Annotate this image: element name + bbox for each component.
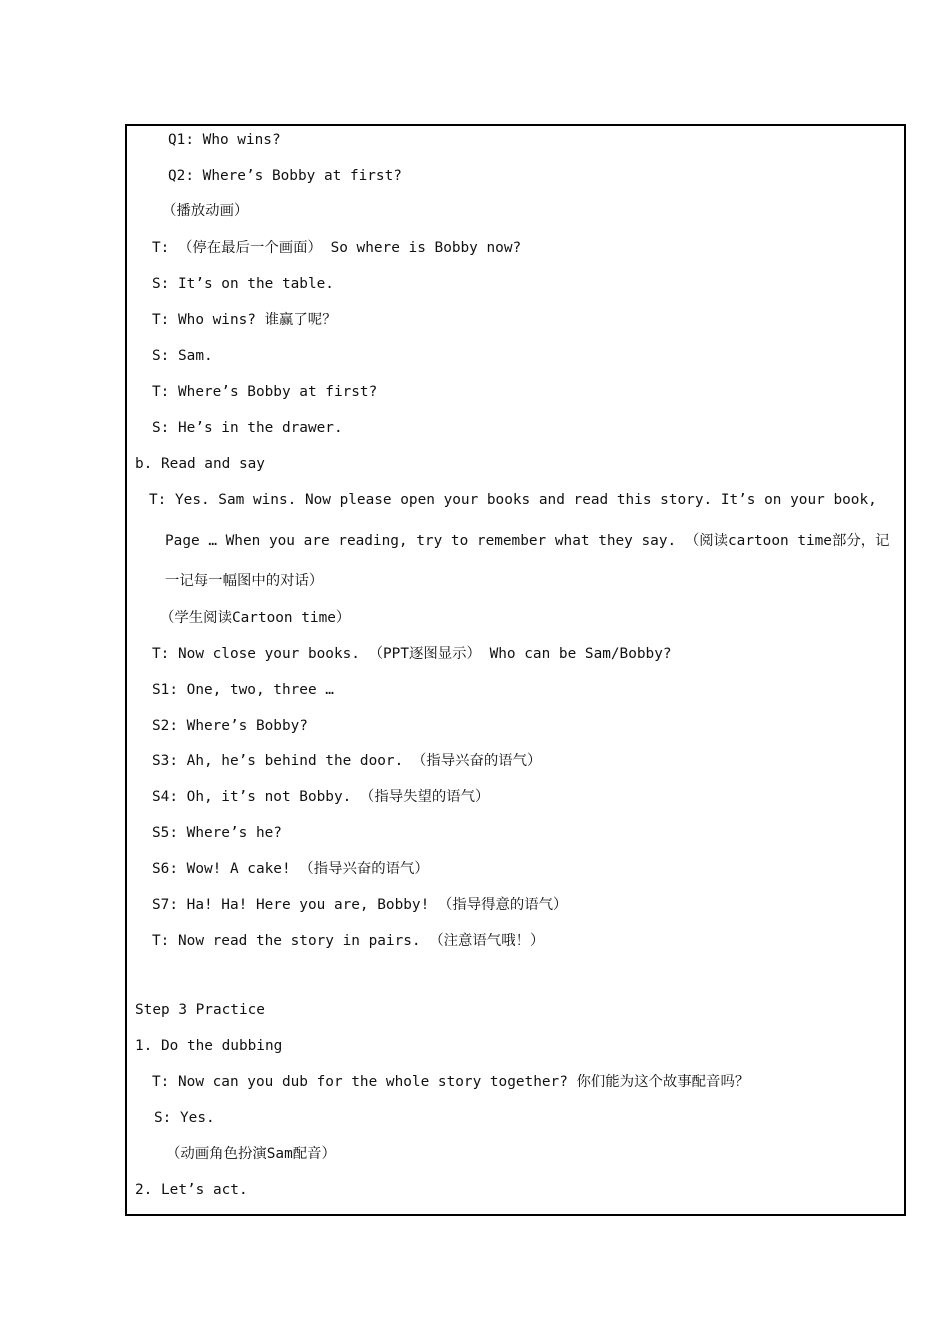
dialogue-line: S3: Ah, he’s behind the door. （指导兴奋的语气） [152,753,542,769]
dialogue-line: T: （停在最后一个画面） So where is Bobby now? [152,240,522,256]
dialogue-line: S1: One, two, three … [152,682,334,698]
dialogue-line: T: Who wins? 谁赢了呢？ [152,312,337,328]
note-dubbing: （动画角色扮演Sam配音） [166,1146,336,1162]
dialogue-line: S2: Where’s Bobby? [152,718,308,734]
section-heading-read-and-say: b. Read and say [135,456,265,472]
sub-heading-act: 2. Let’s act. [135,1182,248,1198]
dialogue-line-continued: Page … When you are reading, try to remember what they say. （阅读cartoon time部分，记 [165,533,890,549]
dialogue-line: S4: Oh, it’s not Bobby. （指导失望的语气） [152,789,490,805]
dialogue-line: T: Where’s Bobby at first? [152,384,378,400]
dialogue-line: T: Now close your books. （PPT逐图显示） Who can be Sam/Bobby? [152,646,672,662]
note-students-read: （学生阅读Cartoon time） [160,610,351,626]
dialogue-line: T: Now read the story in pairs. （注意语气哦！） [152,933,545,949]
dialogue-line: S5: Where’s he? [152,825,282,841]
dialogue-line: S7: Ha! Ha! Here you are, Bobby! （指导得意的语气） [152,897,568,913]
dialogue-line: S: It’s on the table. [152,276,334,292]
dialogue-line: S: Sam. [152,348,213,364]
dialogue-line: T: Now can you dub for the whole story together? 你们能为这个故事配音吗？ [152,1074,750,1090]
question-1: Q1: Who wins? [168,132,281,148]
dialogue-line: S: He’s in the drawer. [152,420,343,436]
dialogue-line: T: Yes. Sam wins. Now please open your books and read this story. It’s on your book, [149,492,877,508]
note-play-animation: （播放动画） [162,203,249,219]
dialogue-line: S6: Wow! A cake! （指导兴奋的语气） [152,861,429,877]
dialogue-line-continued: 一记每一幅图中的对话） [165,573,324,589]
sub-heading-dubbing: 1. Do the dubbing [135,1038,283,1054]
question-2: Q2: Where’s Bobby at first? [168,168,402,184]
section-heading-step-3: Step 3 Practice [135,1002,265,1018]
dialogue-line: S: Yes. [154,1110,215,1126]
